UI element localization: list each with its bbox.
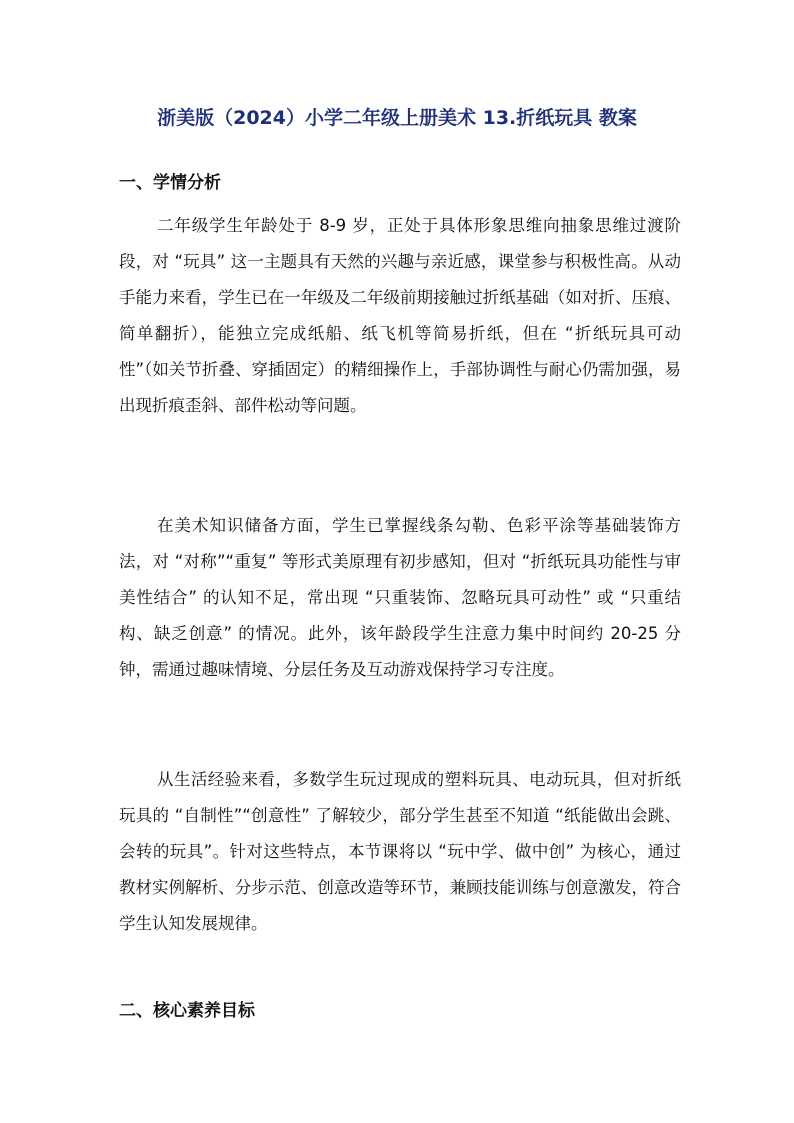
- paragraph-learner-analysis-2: 在美术知识储备方面，学生已掌握线条勾勒、色彩平涂等基础装饰方法，对 “对称”“重复” 等形式美原理有初步感知，但对 “折纸玩具功能性与审美性结合” 的认知不足，常出现 “只重装饰、忽略玩具可动性” 或 “只重结构、缺乏创意” 的情况。此外，该年龄段学生注意力集中时间约 20-25 分钟，需通过趣味情境、分层任务及互动游戏保持学习专注度。: [119, 516, 682, 679]
- section-heading-core-literacy-goals: 二、核心素养目标: [119, 1001, 255, 1021]
- document-title: 浙美版（2024）小学二年级上册美术 13.折纸玩具 教案: [157, 107, 637, 129]
- paragraph-learner-analysis-3: 从生活经验来看，多数学生玩过现成的塑料玩具、电动玩具，但对折纸玩具的 “自制性”“创意性” 了解较少，部分学生甚至不知道 “纸能做出会跳、会转的玩具”。针对这些特点，本节课将以 “玩中学、做中创” 为核心，通过教材实例解析、分步示范、创意改造等环节，兼顾技能训练与创意激发，符合学生认知发展规律。: [119, 770, 681, 933]
- paragraph-learner-analysis-1: 二年级学生年龄处于 8-9 岁，正处于具体形象思维向抽象思维过渡阶段，对 “玩具” 这一主题具有天然的兴趣与亲近感，课堂参与积极性高。从动手能力来看，学生已在一年级及二年级前期接触过折纸基础（如对折、压痕、简单翻折），能独立完成纸船、纸飞机等简易折纸，但在 “折纸玩具可动性”（如关节折叠、穿插固定）的精细操作上，手部协调性与耐心仍需加强，易出现折痕歪斜、部件松动等问题。: [119, 216, 681, 415]
- section-heading-learner-analysis: 一、学情分析: [119, 173, 221, 193]
